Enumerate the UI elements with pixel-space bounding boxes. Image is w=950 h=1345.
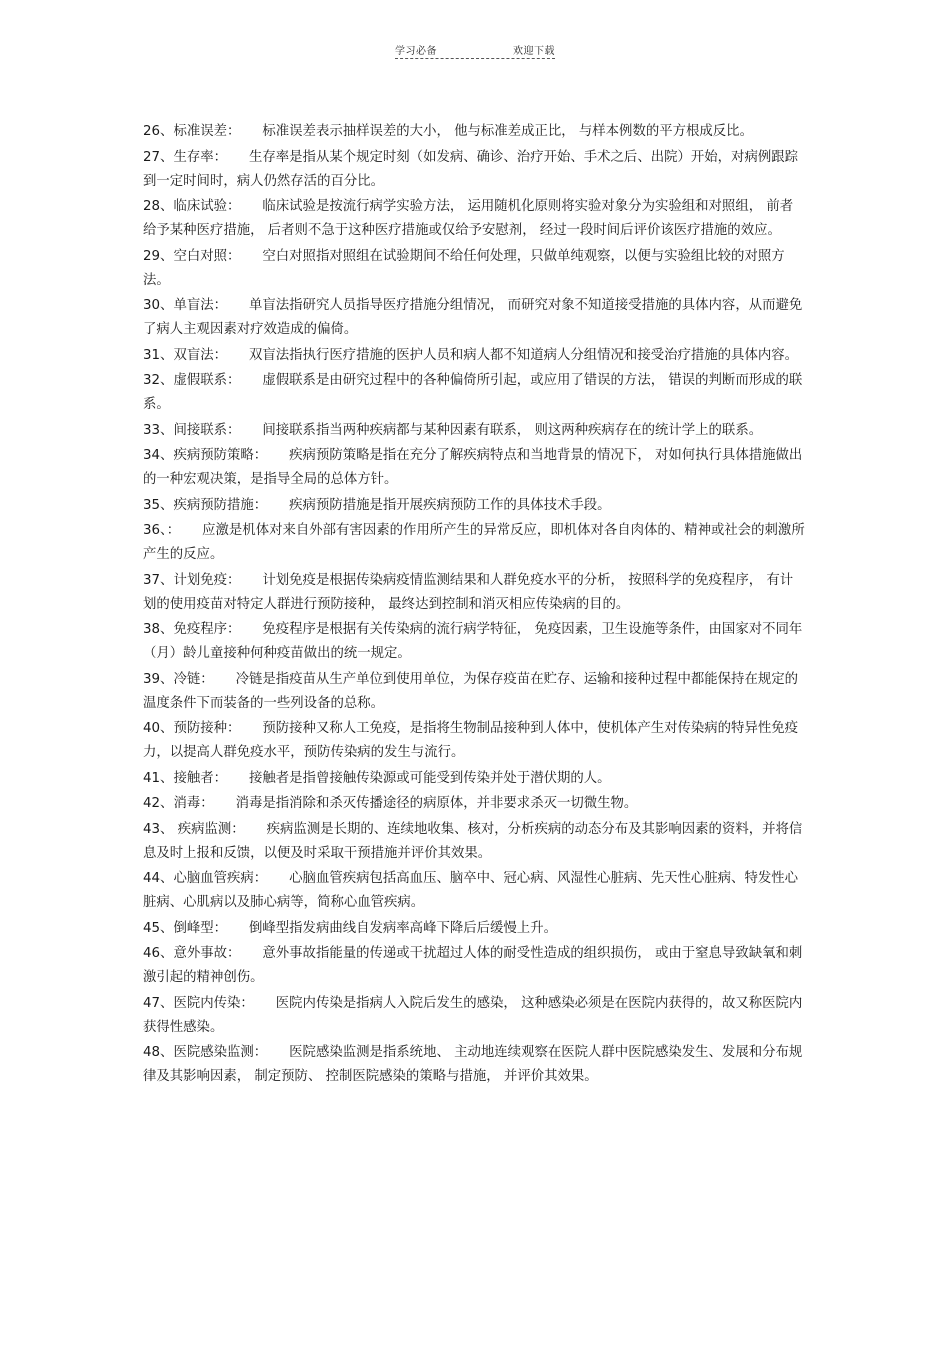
glossary-entry: 44、心脑血管疾病： 心脑血管疾病包括高血压、脑卒中、冠心病、风湿性心脏病、先天性心脏病、特发性心脏病、心肌病以及肺心病等，简称心血管疾病。	[143, 871, 799, 910]
entry-definition: 疾病预防策略是指在充分了解疾病特点和当地背景的情况下， 对如何执行具体措施做出的一种宏观决策，是指导全局的总体方针。	[143, 448, 803, 487]
glossary-list	[143, 120, 805, 1091]
glossary-entry: 46、意外事故： 意外事故指能量的传递或干扰超过人体的耐受性造成的组织损伤， 或由于窒息导致缺氧和刺激引起的精神创伤。	[143, 946, 803, 985]
entry-number: 30	[143, 298, 161, 313]
entry-term: 疾病监测：	[173, 821, 245, 837]
entry-definition: 意外事故指能量的传递或干扰超过人体的耐受性造成的组织损伤， 或由于窒息导致缺氧和刺激引起的精神创伤。	[143, 946, 803, 985]
entry-term: 倒峰型：	[173, 920, 227, 936]
entry-definition: 间接联系指当两种疾病都与某种因素有联系， 则这两种疾病存在的统计学上的联系。	[262, 422, 763, 438]
glossary-entry: 42、消毒： 消毒是指消除和杀灭传播途径的病原体，并非要求杀灭一切微生物。	[143, 796, 638, 811]
entry-number: 41	[143, 770, 161, 786]
glossary-entry: 47、医院内传染： 医院内传染是指病人入院后发生的感染， 这种感染必须是在医院内获得的，故又称医院内获得性感染。	[143, 995, 803, 1035]
entry-term: 预防接种：	[173, 721, 241, 736]
glossary-entry: 37、计划免疫： 计划免疫是根据传染病疫情监测结果和人群免疫水平的分析， 按照科学的免疫程序， 有计划的使用疫苗对特定人群进行预防接种， 最终达到控制和消灭相应传染病的目的。	[143, 572, 794, 612]
entry-definition: 单盲法指研究人员指导医疗措施分组情况， 而研究对象不知道接受措施的具体内容，从而避免了病人主观因素对疗效造成的偏倚。	[143, 298, 803, 337]
entry-number: 39	[143, 671, 161, 687]
entry-term: 疾病预防措施：	[173, 497, 268, 513]
glossary-entry: 32、虚假联系： 虚假联系是由研究过程中的各种偏倚所引起，或应用了错误的方法， 错误的判断而形成的联系。	[143, 373, 803, 412]
glossary-entry: 27、生存率： 生存率是指从某个规定时刻（如发病、确诊、治疗开始、手术之后、出院）开始，对病例跟踪到一定时间时，病人仍然存活的百分比。	[143, 149, 799, 189]
entry-definition: 心脑血管疾病包括高血压、脑卒中、冠心病、风湿性心脏病、先天性心脏病、特发性心脏病、心肌病以及肺心病等，简称心血管疾病。	[143, 871, 799, 910]
glossary-entry: 41、接触者： 接触者是指曾接触传染源或可能受到传染并处于潜伏期的人。	[143, 770, 611, 786]
entry-term: 单盲法：	[173, 298, 227, 313]
page-header	[395, 40, 555, 59]
entry-number: 26	[143, 124, 161, 139]
entry-number: 42	[143, 796, 161, 811]
glossary-entry: 43、 疾病监测： 疾病监测是长期的、连续地收集、核对，分析疾病的动态分布及其影响因素的资料，并将信息及时上报和反馈，以便及时采取干预措施并评价其效果。	[143, 821, 803, 861]
entry-definition: 双盲法指执行医疗措施的医护人员和病人都不知道病人分组情况和接受治疗措施的具体内容。	[249, 347, 799, 363]
entry-number: 38	[143, 622, 161, 637]
entry-number: 43	[143, 821, 161, 837]
entry-term: 虚假联系：	[173, 373, 241, 388]
entry-term: 免疫程序：	[173, 622, 241, 637]
entry-number: 28	[143, 199, 161, 214]
entry-definition: 接触者是指曾接触传染源或可能受到传染并处于潜伏期的人。	[249, 770, 611, 786]
entry-term: 冷链：	[173, 671, 214, 687]
entry-term: 医院感染监测：	[173, 1045, 268, 1060]
entry-definition: 冷链是指疫苗从生产单位到使用单位，为保存疫苗在贮存、运输和接种过程中都能保持在规定的温度条件下而装备的一些列设备的总称。	[143, 671, 799, 711]
entry-definition: 疾病监测是长期的、连续地收集、核对，分析疾病的动态分布及其影响因素的资料，并将信息及时上报和反馈，以便及时采取干预措施并评价其效果。	[143, 821, 803, 861]
entry-number: 33	[143, 422, 161, 438]
entry-term: 双盲法：	[173, 347, 227, 363]
entry-number: 31	[143, 347, 161, 363]
entry-definition: 疾病预防措施是指开展疾病预防工作的具体技术手段。	[289, 497, 611, 513]
glossary-entry: 30、单盲法： 单盲法指研究人员指导医疗措施分组情况， 而研究对象不知道接受措施的具体内容，从而避免了病人主观因素对疗效造成的偏倚。	[143, 298, 803, 337]
entry-definition: 医院内传染是指病人入院后发生的感染， 这种感染必须是在医院内获得的，故又称医院内获得性感染。	[143, 995, 803, 1035]
entry-number: 37	[143, 572, 161, 588]
entry-term: 临床试验：	[173, 199, 241, 214]
glossary-entry: 38、免疫程序： 免疫程序是根据有关传染病的流行病学特征， 免疫因素，卫生设施等条件，由国家对不同年（月）龄儿童接种何种疫苗做出的统一规定。	[143, 622, 803, 661]
entry-definition: 免疫程序是根据有关传染病的流行病学特征， 免疫因素，卫生设施等条件，由国家对不同年（月）龄儿童接种何种疫苗做出的统一规定。	[143, 622, 803, 661]
glossary-entry: 28、临床试验： 临床试验是按流行病学实验方法， 运用随机化原则将实验对象分为实验组和对照组， 前者给予某种医疗措施， 后者则不急于这种医疗措施或仅给予安慰剂， 经过一段时间后评价该医疗措施的效应。	[143, 199, 794, 238]
glossary-entry: 39、冷链： 冷链是指疫苗从生产单位到使用单位，为保存疫苗在贮存、运输和接种过程中都能保持在规定的温度条件下而装备的一些列设备的总称。	[143, 671, 799, 711]
entry-number: 34	[143, 448, 161, 463]
entry-number: 35	[143, 497, 161, 513]
entry-definition: 医院感染监测是指系统地、 主动地连续观察在医院人群中医院感染发生、发展和分布规律及其影响因素， 制定预防、 控制医院感染的策略与措施， 并评价其效果。	[143, 1045, 803, 1084]
glossary-entry: 45、倒峰型： 倒峰型指发病曲线自发病率高峰下降后后缓慢上升。	[143, 920, 557, 936]
entry-number: 29	[143, 248, 161, 264]
glossary-entry: 36、： 应激是机体对来自外部有害因素的作用所产生的异常反应，即机体对各自肉体的、精神或社会的刺激所产生的反应。	[143, 523, 805, 562]
entry-term: 消毒：	[173, 796, 214, 811]
entry-number: 48	[143, 1045, 161, 1060]
entry-number: 36	[143, 523, 161, 538]
entry-number: 44	[143, 871, 161, 886]
entry-definition: 空白对照指对照组在试验期间不给任何处理，只做单纯观察，以便与实验组比较的对照方法。	[143, 248, 785, 288]
entry-definition: 预防接种又称人工免疫，是指将生物制品接种到人体中，使机体产生对传染病的特异性免疫力，以提高人群免疫水平，预防传染病的发生与流行。	[143, 721, 799, 760]
entry-definition: 标准误差表示抽样误差的大小， 他与标准差成正比， 与样本例数的平方根成反比。	[262, 124, 753, 139]
entry-number: 47	[143, 995, 161, 1011]
entry-term: 疾病预防策略：	[173, 448, 268, 463]
entry-term: 标准误差：	[173, 124, 241, 139]
glossary-entry: 33、间接联系： 间接联系指当两种疾病都与某种因素有联系， 则这两种疾病存在的统计学上的联系。	[143, 422, 763, 438]
entry-term: 接触者：	[173, 770, 227, 786]
entry-term: 心脑血管疾病：	[173, 871, 268, 886]
entry-number: 40	[143, 721, 161, 736]
entry-definition: 消毒是指消除和杀灭传播途径的病原体，并非要求杀灭一切微生物。	[235, 796, 638, 811]
entry-term: 医院内传染：	[173, 995, 254, 1011]
entry-term: ：	[166, 523, 181, 538]
entry-definition: 临床试验是按流行病学实验方法， 运用随机化原则将实验对象分为实验组和对照组， 前者给予某种医疗措施， 后者则不急于这种医疗措施或仅给予安慰剂， 经过一段时间后评价该医疗措施的效应。	[143, 199, 794, 238]
glossary-entry: 35、疾病预防措施： 疾病预防措施是指开展疾病预防工作的具体技术手段。	[143, 497, 611, 513]
entry-number: 46	[143, 946, 161, 961]
entry-definition: 计划免疫是根据传染病疫情监测结果和人群免疫水平的分析， 按照科学的免疫程序， 有计划的使用疫苗对特定人群进行预防接种， 最终达到控制和消灭相应传染病的目的。	[143, 572, 794, 612]
glossary-entry: 40、预防接种： 预防接种又称人工免疫，是指将生物制品接种到人体中，使机体产生对传染病的特异性免疫力，以提高人群免疫水平，预防传染病的发生与流行。	[143, 721, 799, 760]
entry-definition: 倒峰型指发病曲线自发病率高峰下降后后缓慢上升。	[249, 920, 557, 936]
glossary-entry: 26、标准误差： 标准误差表示抽样误差的大小， 他与标准差成正比， 与样本例数的平方根成反比。	[143, 124, 753, 139]
entry-number: 27	[143, 149, 161, 165]
entry-term: 间接联系：	[173, 422, 241, 438]
entry-term: 计划免疫：	[173, 572, 241, 588]
entry-definition: 生存率是指从某个规定时刻（如发病、确诊、治疗开始、手术之后、出院）开始，对病例跟踪到一定时间时，病人仍然存活的百分比。	[143, 149, 799, 189]
header-left-text: 学习必备	[395, 46, 437, 57]
header-right-text: 欢迎下载	[513, 46, 555, 57]
entry-term: 意外事故：	[173, 946, 241, 961]
entry-definition: 应激是机体对来自外部有害因素的作用所产生的异常反应，即机体对各自肉体的、精神或社会的刺激所产生的反应。	[143, 523, 805, 562]
glossary-entry: 48、医院感染监测： 医院感染监测是指系统地、 主动地连续观察在医院人群中医院感染发生、发展和分布规律及其影响因素， 制定预防、 控制医院感染的策略与措施， 并评价其效果。	[143, 1045, 803, 1084]
entry-definition: 虚假联系是由研究过程中的各种偏倚所引起，或应用了错误的方法， 错误的判断而形成的联系。	[143, 373, 803, 412]
glossary-entry: 29、空白对照： 空白对照指对照组在试验期间不给任何处理，只做单纯观察，以便与实验组比较的对照方法。	[143, 248, 785, 288]
glossary-entry: 34、疾病预防策略： 疾病预防策略是指在充分了解疾病特点和当地背景的情况下， 对如何执行具体措施做出的一种宏观决策，是指导全局的总体方针。	[143, 448, 803, 487]
glossary-entry: 31、双盲法： 双盲法指执行医疗措施的医护人员和病人都不知道病人分组情况和接受治疗措施的具体内容。	[143, 347, 799, 363]
entry-term: 空白对照：	[173, 248, 241, 264]
entry-term: 生存率：	[173, 149, 227, 165]
entry-number: 45	[143, 920, 161, 936]
entry-number: 32	[143, 373, 161, 388]
